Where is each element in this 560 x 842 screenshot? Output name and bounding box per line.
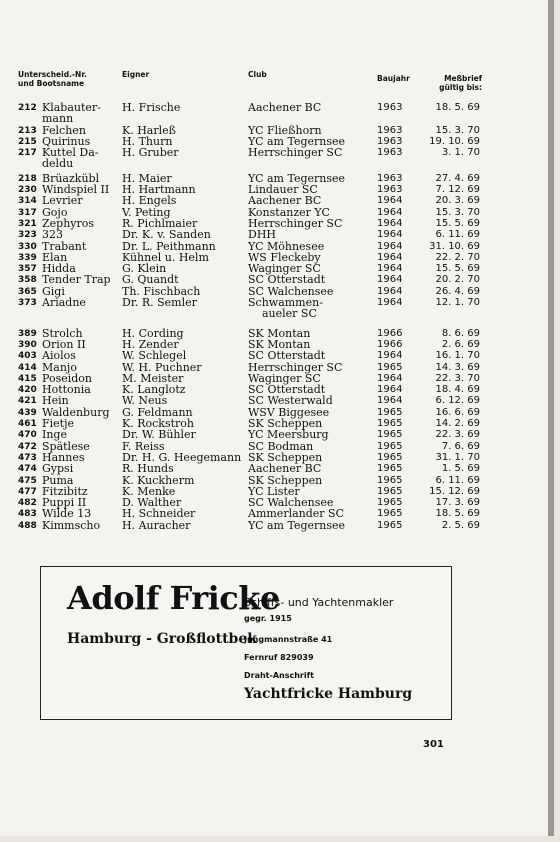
owner: K. Menke (122, 484, 176, 498)
club: YC am Tegernsee (248, 518, 346, 532)
table-row (0, 485, 548, 496)
certificate-valid-until: 22. 2. 70 (435, 251, 480, 263)
owner: K. Rockstroh (122, 417, 194, 431)
build-year: 1965 (377, 429, 403, 441)
build-year: 1966 (377, 338, 403, 350)
club: Schwammen- (248, 296, 323, 310)
owner: H. Engels (122, 194, 177, 208)
certificate-valid-until: 27. 4. 69 (435, 172, 480, 184)
club: SC Otterstadt (248, 383, 326, 397)
boat-number: 317 (18, 207, 37, 218)
build-year: 1965 (377, 485, 403, 497)
club: SC Walchensee (248, 496, 334, 510)
certificate-valid-until: 18. 5. 69 (435, 508, 480, 520)
boat-name: mann (42, 112, 74, 126)
boat-name: Quirinus (42, 134, 91, 148)
table-row (0, 124, 548, 135)
boat-name: Fietje (42, 417, 75, 431)
build-year: 1963 (377, 124, 403, 136)
build-year: 1965 (377, 519, 403, 531)
boat-name: Felchen (42, 123, 86, 137)
ad-street: Jungmannstraße 41 (244, 635, 333, 644)
boat-number: 439 (18, 407, 37, 418)
owner: W. Neus (122, 394, 168, 408)
certificate-valid-until: 22. 3. 69 (435, 429, 480, 441)
club: Waginger SC (248, 371, 321, 385)
boat-name: Gigi (42, 284, 65, 298)
header-certificate (430, 75, 482, 92)
build-year: 1965 (377, 440, 403, 452)
build-year: 1965 (377, 474, 403, 486)
club: WSV Biggesee (248, 405, 330, 419)
boat-number: 330 (18, 241, 37, 252)
ad-wire-label: Draht-Anschrift (244, 671, 314, 680)
club: SC Walchensee (248, 284, 334, 298)
certificate-valid-until: 22. 3. 70 (435, 372, 480, 384)
certificate-valid-until: 7. 6. 69 (441, 440, 480, 452)
club: YC am Tegernsee (248, 134, 346, 148)
certificate-valid-until: 14. 2. 69 (435, 418, 480, 430)
header-boat-id-line1: Unterscheid.-Nr. (18, 70, 87, 79)
certificate-valid-until: 1. 5. 69 (441, 463, 480, 475)
table-row (0, 474, 548, 485)
certificate-valid-until: 8. 6. 69 (441, 327, 480, 339)
build-year: 1964 (377, 240, 403, 252)
boat-number: 358 (18, 275, 37, 286)
boat-name: Levrier (42, 194, 83, 208)
boat-number: 475 (18, 475, 37, 486)
owner: H. Hartmann (122, 183, 196, 197)
boat-name: Zephyros (42, 216, 95, 230)
club: SC Westerwald (248, 394, 333, 408)
owner: Dr. L. Peithmann (122, 239, 216, 253)
build-year: 1965 (377, 451, 403, 463)
boat-name: deldu (42, 157, 74, 171)
owner: H. Frische (122, 101, 181, 114)
boat-number: 483 (18, 509, 37, 520)
ad-founded: gegr. 1915 (244, 614, 292, 623)
ad-tagline: Schiffs- und Yachtenmakler (244, 596, 394, 609)
certificate-valid-until: 14. 3. 69 (435, 361, 480, 373)
club: Ammerlander SC (248, 507, 344, 521)
table-row (0, 206, 548, 217)
owner: H. Zender (122, 337, 179, 351)
build-year: 1965 (377, 497, 403, 509)
table-row (0, 383, 548, 397)
boat-name: Hannes (42, 450, 85, 464)
certificate-valid-until: 19. 10. 69 (429, 135, 480, 147)
owner: K. Kuckherm (122, 473, 195, 487)
boat-number: 212 (18, 103, 37, 113)
boat-number: 215 (18, 136, 37, 147)
certificate-valid-until: 6. 11. 69 (435, 474, 480, 486)
certificate-valid-until: 18. 4. 69 (435, 384, 480, 396)
club: SC Otterstadt (248, 349, 326, 363)
club: Herrschinger SC (248, 146, 343, 160)
boat-name: Windspiel II (42, 183, 110, 197)
certificate-valid-until: 6. 11. 69 (435, 229, 480, 241)
build-year: 1964 (377, 195, 403, 207)
certificate-valid-until: 15. 3. 70 (435, 124, 480, 136)
header-club: Club (248, 70, 267, 79)
table-row (0, 228, 548, 242)
boat-number: 461 (18, 419, 37, 430)
club: SC Otterstadt (248, 273, 326, 287)
table-row (0, 338, 548, 349)
owner: Dr. K. v. Sanden (122, 228, 211, 242)
ad-cable-address: Yachtfricke Hamburg (244, 686, 413, 702)
certificate-valid-until: 15. 12. 69 (429, 485, 480, 497)
club: Aachener BC (248, 462, 322, 476)
boat-number: 473 (18, 452, 37, 463)
table-row (0, 285, 548, 296)
boat-name: Inge (42, 428, 67, 442)
boat-name: Gypsi (42, 462, 74, 476)
owner: Kühnel u. Helm (122, 250, 209, 264)
table-row (0, 217, 548, 228)
certificate-valid-until: 15. 5. 69 (435, 263, 480, 275)
header-boat-id (18, 71, 87, 88)
build-year: 1964 (377, 217, 403, 229)
club: Aachener BC (248, 101, 322, 114)
certificate-valid-until: 20. 3. 69 (435, 195, 480, 207)
header-boat-id-line2: und Bootsname (18, 78, 85, 88)
boat-name: Hottonia (42, 383, 91, 397)
club: DHH (248, 228, 277, 242)
certificate-valid-until: 15. 3. 70 (435, 206, 480, 218)
owner: H. Gruber (122, 146, 179, 160)
build-year: 1963 (377, 184, 403, 196)
club: YC Fließhorn (248, 123, 322, 137)
boat-name: 323 (42, 228, 63, 242)
build-year: 1963 (377, 135, 403, 147)
boat-name: Wilde 13 (42, 507, 92, 521)
certificate-valid-until: 20. 2. 70 (435, 274, 480, 286)
table-row (0, 349, 548, 363)
table-row (0, 440, 548, 451)
header-certificate-line1: Meßbrief (444, 74, 482, 83)
boat-number: 230 (18, 185, 37, 196)
owner: D. Walther (122, 496, 182, 510)
boat-number: 323 (18, 230, 37, 241)
boat-number: 477 (18, 486, 37, 497)
certificate-valid-until: 2. 6. 69 (441, 338, 480, 350)
build-year: 1963 (377, 172, 403, 184)
table-row (0, 273, 548, 287)
owner: W. Schlegel (122, 349, 187, 363)
boat-number: 472 (18, 441, 37, 452)
build-year: 1964 (377, 395, 403, 407)
table-row (0, 172, 548, 183)
header-owner: Eigner (122, 70, 150, 79)
club: YC am Tegernsee (248, 171, 346, 185)
build-year: 1964 (377, 274, 403, 286)
boat-name: Kuttel Da- (42, 146, 99, 160)
table-row (0, 101, 548, 124)
certificate-valid-until: 31. 1. 70 (435, 451, 480, 463)
club: SC Bodman (248, 439, 314, 453)
boat-number: 488 (18, 520, 37, 531)
boat-number: 415 (18, 373, 37, 384)
club: Lindauer SC (248, 183, 318, 197)
club: Waginger SC (248, 262, 321, 276)
club: aueler SC (262, 307, 317, 321)
table-row (0, 496, 548, 510)
boat-name: Waldenburg (42, 405, 110, 419)
boat-name: Spätlese (42, 439, 90, 453)
boat-number: 482 (18, 498, 37, 509)
boat-number: 403 (18, 351, 37, 362)
build-year: 1964 (377, 297, 403, 309)
boat-number: 213 (18, 125, 37, 136)
boat-number: 357 (18, 264, 37, 275)
owner: H. Schneider (122, 507, 196, 521)
boat-name: Orion II (42, 337, 86, 351)
certificate-valid-until: 12. 1. 70 (435, 297, 480, 309)
club: Konstanzer YC (248, 205, 330, 219)
club: SK Scheppen (248, 450, 323, 464)
certificate-valid-until: 16. 6. 69 (435, 406, 480, 418)
build-year: 1964 (377, 372, 403, 384)
build-year: 1963 (377, 147, 403, 159)
owner: R. Hunds (122, 462, 174, 476)
boat-name: Fitzibitz (42, 484, 88, 498)
boat-name: Klabauter- (42, 101, 101, 114)
certificate-valid-until: 16. 1. 70 (435, 350, 480, 362)
certificate-valid-until: 7. 12. 69 (435, 184, 480, 196)
table-row (0, 240, 548, 251)
table-row (0, 146, 548, 172)
boat-name: Tender Trap (42, 273, 111, 287)
boat-name: Gojo (42, 205, 68, 219)
boat-name: Manjo (42, 360, 77, 374)
boat-number: 314 (18, 196, 37, 207)
boat-name: Hein (42, 394, 69, 408)
table-row (0, 372, 548, 383)
boat-name: Trabant (42, 239, 87, 253)
owner: R. Pichlmaier (122, 216, 198, 230)
boat-name: Aiolos (42, 349, 76, 363)
table-row (0, 451, 548, 462)
boat-number: 390 (18, 339, 37, 350)
boat-number: 321 (18, 218, 37, 229)
owner: G. Feldmann (122, 405, 193, 419)
table-row (0, 327, 548, 338)
build-year: 1963 (377, 102, 403, 113)
club: SK Montan (248, 326, 311, 340)
club: SK Scheppen (248, 417, 323, 431)
boat-name: Hidda (42, 262, 76, 276)
boat-number: 420 (18, 385, 37, 396)
build-year: 1964 (377, 263, 403, 275)
club: SK Scheppen (248, 473, 323, 487)
owner: Dr. H. G. Heegemann (122, 450, 242, 464)
boat-number: 365 (18, 286, 37, 297)
certificate-valid-until: 26. 4. 69 (435, 285, 480, 297)
boat-number: 421 (18, 396, 37, 407)
club: SK Montan (248, 337, 311, 351)
owner: M. Meister (122, 371, 184, 385)
club: WS Fleckeby (248, 250, 321, 264)
build-year: 1964 (377, 350, 403, 362)
table-row (0, 417, 548, 431)
boat-number: 474 (18, 464, 37, 475)
boat-number: 389 (18, 328, 37, 339)
build-year: 1965 (377, 418, 403, 430)
table-row (0, 406, 548, 417)
owner: H. Cording (122, 326, 184, 340)
club: YC Meersburg (248, 428, 329, 442)
club: YC Möhnesee (248, 239, 325, 253)
build-year: 1964 (377, 206, 403, 218)
club: YC Lister (248, 484, 300, 498)
owner: K. Langlotz (122, 383, 186, 397)
owner: W. H. Puchner (122, 360, 202, 374)
build-year: 1965 (377, 361, 403, 373)
table-row (0, 394, 548, 408)
certificate-valid-until: 18. 5. 69 (435, 102, 480, 113)
table-row (0, 183, 548, 197)
boat-table (0, 101, 548, 530)
boat-name: Strolch (42, 326, 83, 340)
owner: V. Peting (122, 205, 171, 219)
boat-name: Elan (42, 250, 68, 264)
build-year: 1964 (377, 251, 403, 263)
certificate-valid-until: 17. 3. 69 (435, 497, 480, 509)
boat-number: 218 (18, 173, 37, 184)
build-year: 1964 (377, 229, 403, 241)
table-row (0, 135, 548, 146)
certificate-valid-until: 31. 10. 69 (429, 240, 480, 252)
boat-name: Puma (42, 473, 74, 487)
table-row (0, 507, 548, 521)
certificate-valid-until: 6. 12. 69 (435, 395, 480, 407)
owner: G. Quandt (122, 273, 179, 287)
certificate-valid-until: 3. 1. 70 (441, 147, 480, 159)
owner: Dr. W. Bühler (122, 428, 196, 442)
build-year: 1965 (377, 508, 403, 520)
table-row (0, 428, 548, 442)
ad-phone: Fernruf 829039 (244, 653, 314, 662)
build-year: 1964 (377, 285, 403, 297)
table-row (0, 296, 548, 327)
owner: H. Maier (122, 171, 172, 185)
boat-name: Kimmscho (42, 518, 101, 532)
boat-number: 373 (18, 298, 37, 309)
boat-number: 339 (18, 252, 37, 263)
table-row (0, 462, 548, 476)
table-row (0, 194, 548, 208)
boat-number: 470 (18, 430, 37, 441)
certificate-valid-until: 2. 5. 69 (441, 519, 480, 531)
build-year: 1964 (377, 384, 403, 396)
build-year: 1965 (377, 463, 403, 475)
table-row (0, 251, 548, 262)
club: Herrschinger SC (248, 360, 343, 374)
owner: G. Klein (122, 262, 167, 276)
build-year: 1966 (377, 327, 403, 339)
table-row (0, 262, 548, 276)
header-year: Baujahr (377, 74, 410, 83)
boat-name: Brüazkübl (42, 171, 100, 185)
owner: Th. Fischbach (122, 284, 201, 298)
build-year: 1965 (377, 406, 403, 418)
owner: F. Reiss (122, 439, 165, 453)
owner: K. Harleß (122, 123, 176, 137)
boat-name: Poseidon (42, 371, 92, 385)
ad-company-name: Adolf Fricke (67, 579, 280, 617)
certificate-valid-until: 15. 5. 69 (435, 217, 480, 229)
boat-name: Puppi II (42, 496, 87, 510)
club: Aachener BC (248, 194, 322, 208)
boat-number: 414 (18, 362, 37, 373)
advertisement (40, 566, 452, 720)
page-number: 301 (423, 739, 444, 750)
boat-name: Ariadne (42, 296, 86, 310)
owner: H. Auracher (122, 518, 191, 532)
owner: H. Thurn (122, 134, 173, 148)
table-row (0, 519, 548, 530)
ad-city: Hamburg - Großflottbek (67, 631, 257, 647)
table-row (0, 361, 548, 372)
owner: Dr. R. Semler (122, 296, 197, 310)
boat-number: 217 (18, 148, 37, 159)
header-certificate-line2: gültig bis: (439, 82, 482, 92)
club: Herrschinger SC (248, 216, 343, 230)
